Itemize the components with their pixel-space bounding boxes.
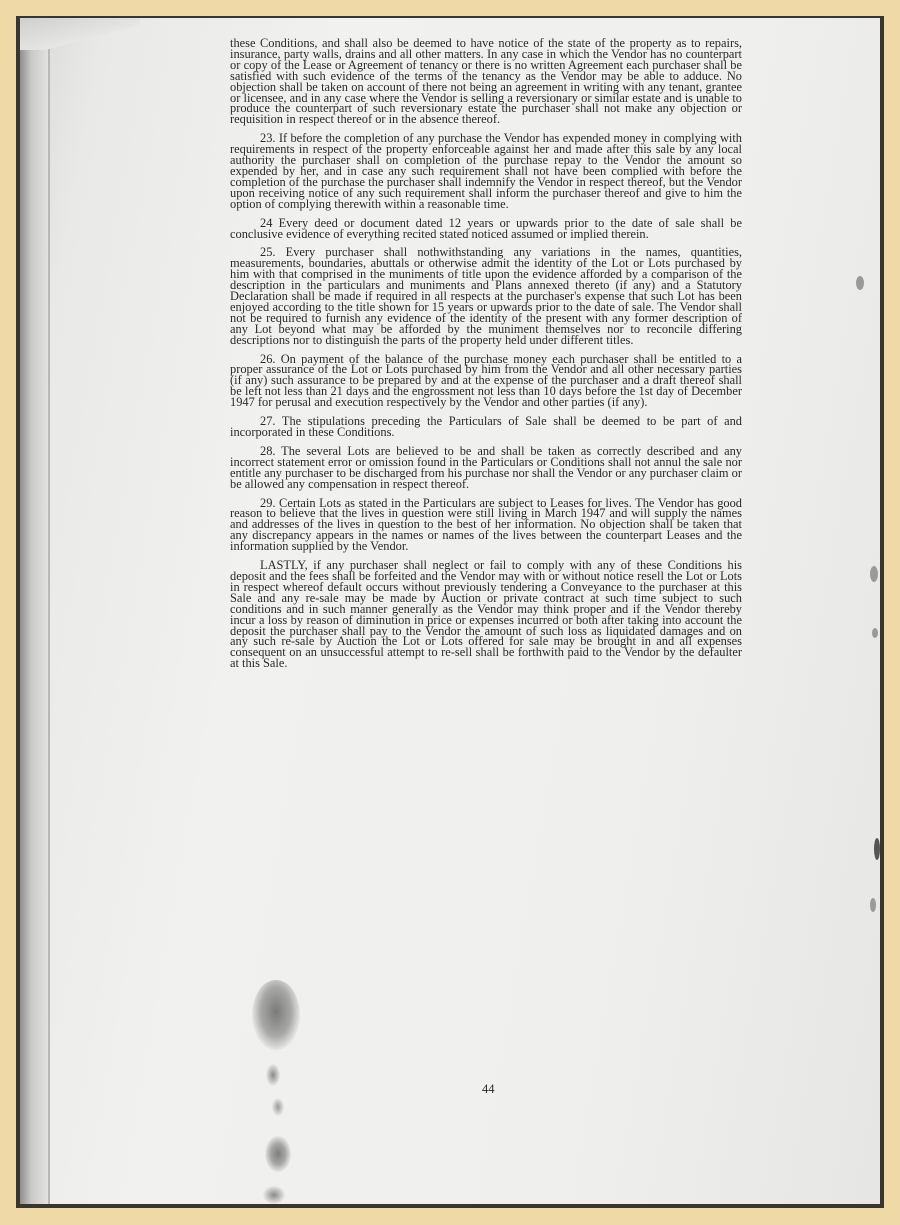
edge-mark bbox=[874, 838, 880, 860]
edge-mark bbox=[856, 276, 864, 290]
water-stain bbox=[263, 1186, 285, 1204]
paragraph-29: 29. Certain Lots as stated in the Particulars are subject to Leases for lives. The Vendor has good reason to believe that the lives in question were still living in March 1947 and will supply the names and addresses of the lives in question to the best of her information. No objection shall be taken that any discrepancy appears in the names or names of the lives between the counterpart Leases and the information supplied by the Vendor. bbox=[230, 495, 742, 554]
document-page bbox=[20, 18, 880, 1204]
water-stain bbox=[272, 1098, 284, 1116]
water-stain bbox=[252, 980, 300, 1050]
paragraph-24: 24 Every deed or document dated 12 years or upwards prior to the date of sale shall be conclusive evidence of everything recited stated noticed assumed or implied therein. bbox=[230, 215, 742, 241]
edge-mark bbox=[872, 628, 878, 638]
edge-mark bbox=[870, 898, 876, 912]
paragraph-lastly: LASTLY, if any purchaser shall neglect or fail to comply with any of these Conditions his deposit and the fees shall be forfeited and the Vendor may with or without notice resell the Lot or Lots in respect whereof default occurs without previously tendering a Conveyance to the purchaser at this Sale and any re-sale may be made by Auction or private contract at such time subject to such conditions and in such manner generally as the Vendor may think proper and if the Vendor thereby incur a loss by reason of diminution in price or expenses incurred or both after taking into account the deposit the purchaser shall pay to the Vendor the amount of such loss as liquidated damages and on any such re-sale by Auction the Lot or Lots offered for sale may be brought in and all expenses consequent on an unsuccessful attempt to re-sell shall be forthwith paid to the Vendor by the defaulter at this Sale. bbox=[230, 558, 742, 671]
page-spine-shadow bbox=[20, 18, 48, 1204]
paragraph-23: 23. If before the completion of any purchase the Vendor has expended money in complying with requirements in respect of the property enforceable against her and made after this sale by any local authority the purchaser shall on completion of the purchase repay to the Vendor the amount so expended by her, and in case any such requirement shall not have been complied with before the completion of the purchase the purchaser shall indemnify the Vendor in respect thereof, but the Vendor upon receiving notice of any such requirement shall inform the purchaser thereof and give to him the option of complying therewith within a reasonable time. bbox=[230, 131, 742, 211]
folded-corner bbox=[20, 18, 140, 50]
page-number: 44 bbox=[482, 1082, 495, 1096]
water-stain bbox=[265, 1136, 291, 1172]
paragraph-continuation: these Conditions, and shall also be deemed to have notice of the state of the property as to repairs, insurance, party walls, drains and all other matters. In any case in which the Vendor has no counterpart or copy of the Lease or Agreement of tenancy or there is no written Agreement each purchaser shall be satisfied with such evidence of the terms of the tenancy as the Vendor may be able to adduce. No objection shall be taken on account of there not being an agreement in writing with any tenant, grantee or licensee, and in any case where the Vendor is selling a reversionary or similar estate and is unable to produce the counterpart of such reversionary estate the purchaser shall not make any objection or requisition in respect thereof or in the absence thereof. bbox=[230, 36, 742, 127]
paragraph-27: 27. The stipulations preceding the Particulars of Sale shall be deemed to be part of and incorporated in these Conditions. bbox=[230, 414, 742, 439]
paragraph-25: 25. Every purchaser shall nothwithstanding any variations in the names, quantities, measurements, boundaries, abuttals or otherwise admit the identity of the Lot or Lots purchased by him with that comprised in the muniments of title upon the evidence afforded by a comparison of the description in the particulars and muniments and Plans annexed thereto (if any) and a Statutory Declaration shall be made if required in all respects at the purchaser's expense that such Lot has been enjoyed according to the title shown for 15 years or upwards prior to the date of sale. The Vendor shall not be required to furnish any evidence of the identity of the present with any former description of any Lot beyond what may be afforded by the muniment themselves nor to reconcile differing descriptions nor to distinguish the parts of the property held under different titles. bbox=[230, 245, 742, 347]
water-stain bbox=[266, 1064, 280, 1086]
paragraph-28: 28. The several Lots are believed to be and shall be taken as correctly described and any incorrect statement error or omission found in the Particulars or Conditions shall not annul the sale nor entitle any purchaser to be discharged from his purchase nor shall the Vendor or any purchaser claim or be allowed any compensation in respect thereof. bbox=[230, 443, 742, 491]
conditions-text-block bbox=[230, 38, 742, 677]
edge-mark bbox=[870, 566, 878, 582]
page-fold-line bbox=[48, 18, 50, 1204]
paragraph-26: 26. On payment of the balance of the purchase money each purchaser shall be entitled to a proper assurance of the Lot or Lots purchased by him from the Vendor and all other necessary parties (if any) such assurance to be prepared by and at the expense of the purchaser and a draft thereof shall be left not less than 21 days and the engrossment not less than 10 days before the 1st day of December 1947 for perusal and execution respectively by the Vendor and other parties (if any). bbox=[230, 351, 742, 410]
